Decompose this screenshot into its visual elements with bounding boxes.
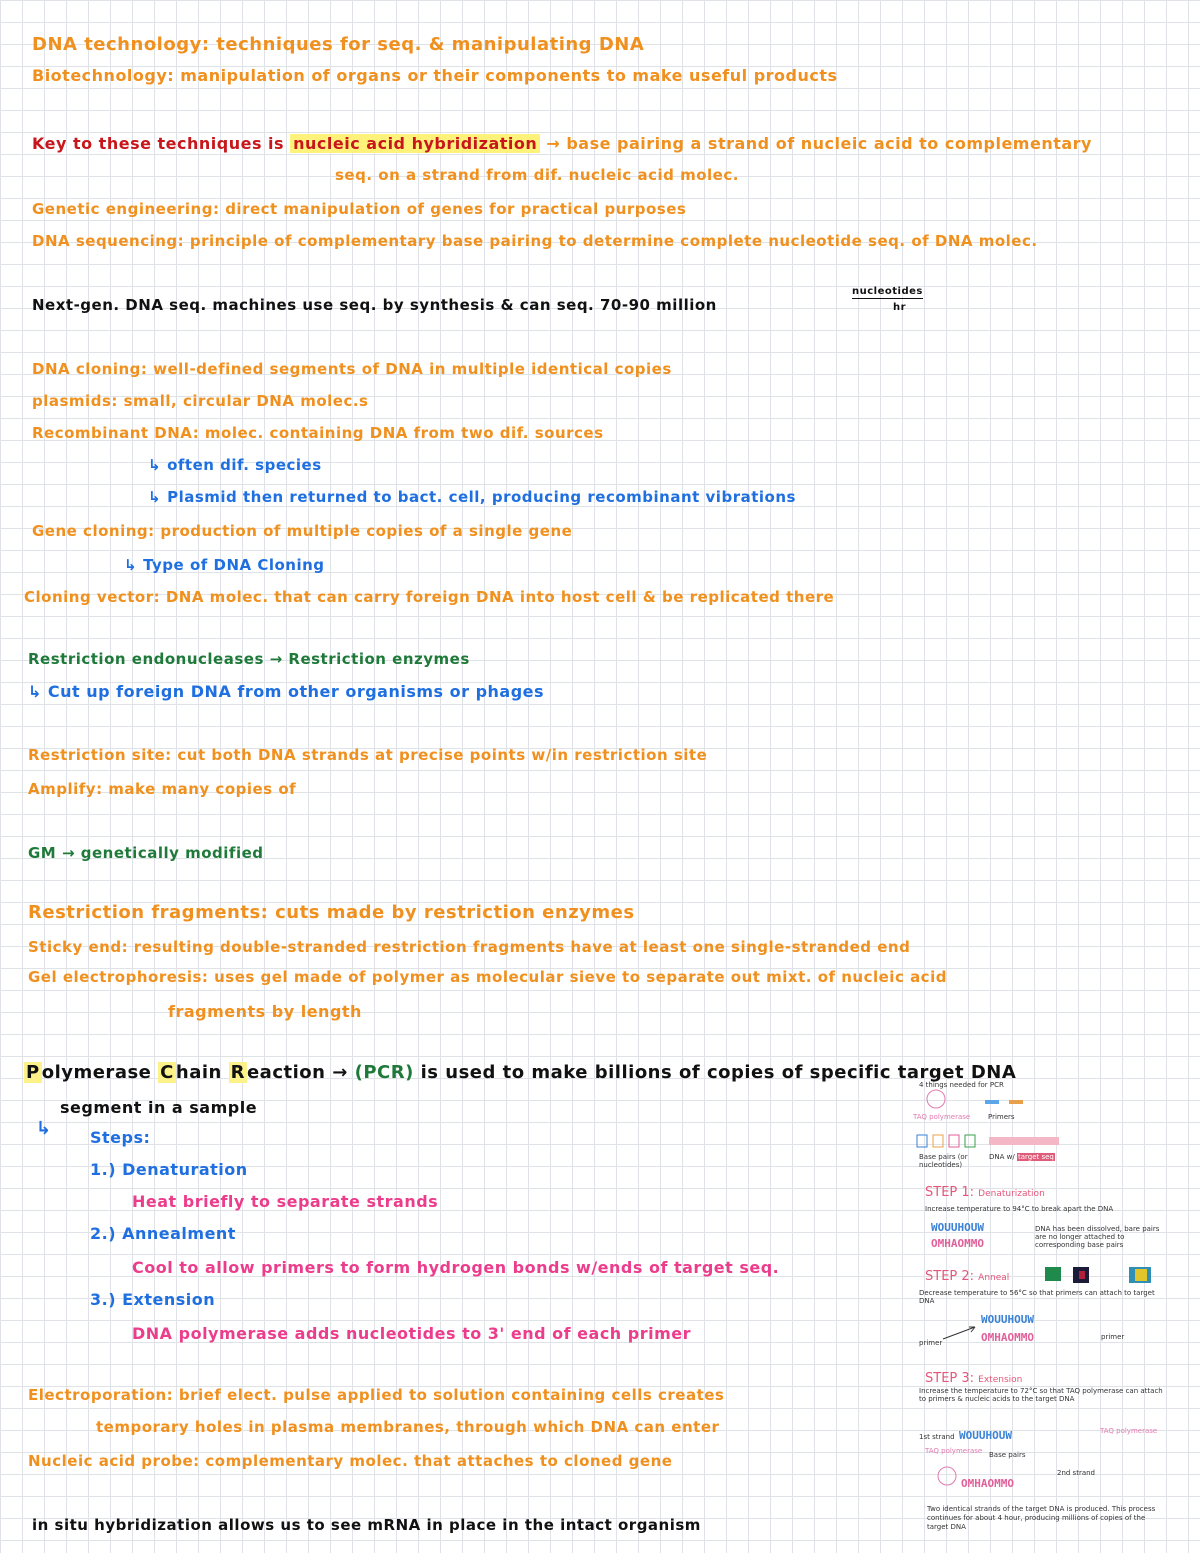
pcr-letter-r: R <box>230 1062 245 1083</box>
step2-strand-bottom: OMHAOMMO <box>981 1331 1034 1344</box>
diagram-taq-label: TAQ polymerase <box>913 1113 971 1121</box>
pcr-word-reaction: eaction <box>246 1062 326 1083</box>
nucleic-acid-hybridization-highlight: nucleic acid hybridization <box>290 134 540 153</box>
diagram-outro: Two identical strands of the target DNA is produced. This process continues for about 4 hour, producing millions of copies of the target DNA <box>927 1505 1156 1531</box>
line-step2-desc: Cool to allow primers to form hydrogen bonds w/ends of target seq. <box>132 1258 780 1277</box>
line-electroporation: Electroporation: brief elect. pulse applied to solution containing cells creates <box>28 1386 725 1404</box>
fraction-denominator: hr <box>893 302 907 313</box>
pcr-abbrev: (PCR) <box>354 1062 414 1083</box>
step2-desc: Decrease temperature to 56°C so that primers can attach to target DNA <box>919 1289 1155 1305</box>
step3-taq-left: TAQ polymerase <box>925 1447 983 1455</box>
plasmid-returned-text: Plasmid then returned to bact. cell, producing recombinant vibrations <box>167 488 796 506</box>
step3-taq-right: TAQ polymerase <box>1100 1427 1158 1435</box>
step3-heading <box>925 1371 1022 1386</box>
cut-up-foreign-text: Cut up foreign DNA from other organisms or phages <box>47 682 545 701</box>
line-dna-technology: DNA technology: techniques for seq. & manipulating DNA <box>32 34 645 55</box>
line-restriction-fragments: Restriction fragments: cuts made by restriction enzymes <box>28 902 635 923</box>
pcr-arrow: → <box>332 1062 348 1083</box>
step1-desc: Increase temperature to 94°C to break apart the DNA <box>925 1205 1114 1213</box>
line-restriction-site: Restriction site: cut both DNA strands at precise points w/in restriction site <box>28 746 708 764</box>
step2-color-swatches <box>1043 1263 1163 1289</box>
line-gel-electrophoresis: Gel electrophoresis: uses gel made of polymer as molecular sieve to separate out mixt. of nucleic acid <box>28 968 947 986</box>
sub-arrow-icon: ↳ <box>148 456 162 474</box>
line-pcr-title <box>24 1062 1016 1083</box>
step3-second-strand: 2nd strand <box>1057 1469 1095 1477</box>
taq-polymerase-icon <box>925 1089 947 1109</box>
line-plasmid-returned <box>148 488 796 506</box>
line-key-techniques <box>32 134 1092 153</box>
pcr-word-polymerase: olymerase <box>41 1062 159 1083</box>
line-cloning-vector: Cloning vector: DNA molec. that can carry foreign DNA into host cell & be replicated there <box>24 588 835 606</box>
line-fragments-by-length: fragments by length <box>168 1002 362 1021</box>
line-steps: Steps: <box>90 1128 151 1147</box>
diagram-intro: 4 things needed for PCR <box>919 1081 1004 1089</box>
line-cut-up-foreign <box>28 682 544 701</box>
step1-title: STEP 1: <box>925 1185 975 1200</box>
line-gm: GM → genetically modified <box>28 844 264 862</box>
line-gene-cloning: Gene cloning: production of multiple copies of a single gene <box>32 522 573 540</box>
step3-title: STEP 3: <box>925 1371 975 1386</box>
sub-arrow-icon: ↳ <box>124 556 138 574</box>
line-segment-in-sample: segment in a sample <box>60 1098 258 1117</box>
step2-primer-arrow-icon <box>941 1323 981 1343</box>
pcr-letter-p: P <box>26 1062 40 1083</box>
step2-primer-right: primer <box>1101 1333 1125 1341</box>
step3-sub: Extension <box>978 1375 1023 1385</box>
type-of-cloning-text: Type of DNA Cloning <box>143 556 325 574</box>
diagram-target-text: target seq <box>1017 1153 1054 1161</box>
often-dif-species-text: often dif. species <box>167 456 322 474</box>
step1-sub: Denaturization <box>978 1189 1045 1199</box>
step3-base-pairs: Base pairs <box>989 1451 1026 1459</box>
sub-arrow-icon: ↳ <box>148 488 162 506</box>
line-step2: 2.) Annealment <box>90 1224 236 1243</box>
line-sticky-end: Sticky end: resulting double-stranded restriction fragments have at least one single-stranded end <box>28 938 911 956</box>
step1-heading <box>925 1185 1045 1200</box>
line-step1: 1.) Denaturation <box>90 1160 248 1179</box>
line-type-of-cloning <box>124 556 325 574</box>
pcr-rest: is used to make billions of copies of specific target DNA <box>420 1062 1017 1083</box>
line-seq-on-strand: seq. on a strand from dif. nucleic acid molec. <box>335 166 739 184</box>
pcr-word-chain: hain <box>175 1062 229 1083</box>
line-plasmids: plasmids: small, circular DNA molec.s <box>32 392 369 410</box>
step2-title: STEP 2: <box>925 1269 975 1284</box>
step2-strand-top: WOUUHOUW <box>981 1313 1034 1326</box>
line-step3-desc: DNA polymerase adds nucleotides to 3' end of each primer <box>132 1324 691 1343</box>
line-restriction-endonucleases: Restriction endonucleases → Restriction enzymes <box>28 650 470 668</box>
steps-arrow-icon: ↳ <box>36 1118 52 1139</box>
step1-strand-top: WOUUHOUW <box>931 1221 984 1234</box>
line-biotechnology: Biotechnology: manipulation of organs or their components to make useful products <box>32 66 838 85</box>
line-amplify: Amplify: make many copies of <box>28 780 297 798</box>
base-pairing-definition: → base pairing a strand of nucleic acid to complementary <box>546 134 1092 153</box>
fraction-numerator: nucleotides <box>852 286 923 297</box>
sub-arrow-icon: ↳ <box>28 682 42 701</box>
line-genetic-engineering: Genetic engineering: direct manipulation of genes for practical purposes <box>32 200 687 218</box>
step2-heading <box>925 1269 1009 1284</box>
next-gen-text: Next-gen. DNA seq. machines use seq. by synthesis & can seq. 70-90 million <box>32 296 717 314</box>
line-dna-cloning: DNA cloning: well-defined segments of DNA in multiple identical copies <box>32 360 672 378</box>
step2-primer-left: primer <box>919 1339 943 1347</box>
pcr-diagram <box>905 1075 1170 1545</box>
diagram-primers-label: Primers <box>988 1113 1015 1121</box>
step3-desc: Increase the temperature to 72°C so that TAQ polymerase can attach to primers & nucleic acids to the target DNA <box>919 1387 1163 1403</box>
key-techniques-lead: Key to these techniques is <box>32 134 285 153</box>
line-step3: 3.) Extension <box>90 1290 216 1309</box>
step3-strand-top: WOUUHOUW <box>959 1429 1012 1442</box>
step3-taq-circle-icon <box>935 1465 959 1487</box>
dna-strand-icon <box>989 1135 1059 1147</box>
diagram-dna-label <box>989 1153 1055 1161</box>
pcr-letter-c: C <box>160 1062 174 1083</box>
base-pairs-icon <box>915 1133 981 1149</box>
line-nucleic-acid-probe: Nucleic acid probe: complementary molec. that attaches to cloned gene <box>28 1452 673 1470</box>
step1-strand-bottom: OMHAOMMO <box>931 1237 984 1250</box>
step3-strand-bottom: OMHAOMMO <box>961 1477 1014 1490</box>
line-step1-desc: Heat briefly to separate strands <box>132 1192 439 1211</box>
primers-icon <box>983 1097 1033 1107</box>
step2-sub: Anneal <box>978 1273 1010 1283</box>
diagram-dna-text: DNA w/ <box>989 1153 1015 1161</box>
line-often-dif-species <box>148 456 322 474</box>
line-dna-sequencing: DNA sequencing: principle of complementary base pairing to determine complete nucleotide seq. of DNA molec. <box>32 232 1038 250</box>
line-in-situ: in situ hybridization allows us to see mRNA in place in the intact organism <box>32 1516 701 1534</box>
line-next-gen <box>32 296 717 314</box>
line-recombinant-dna: Recombinant DNA: molec. containing DNA from two dif. sources <box>32 424 604 442</box>
step1-note: DNA has been dissolved, bare pairs are no longer attached to corresponding base pairs <box>1035 1225 1160 1249</box>
diagram-bases-label: Base pairs (or nucleotides) <box>919 1153 968 1169</box>
line-temporary-holes: temporary holes in plasma membranes, through which DNA can enter <box>96 1418 720 1436</box>
step3-first-strand: 1st strand <box>919 1433 955 1441</box>
